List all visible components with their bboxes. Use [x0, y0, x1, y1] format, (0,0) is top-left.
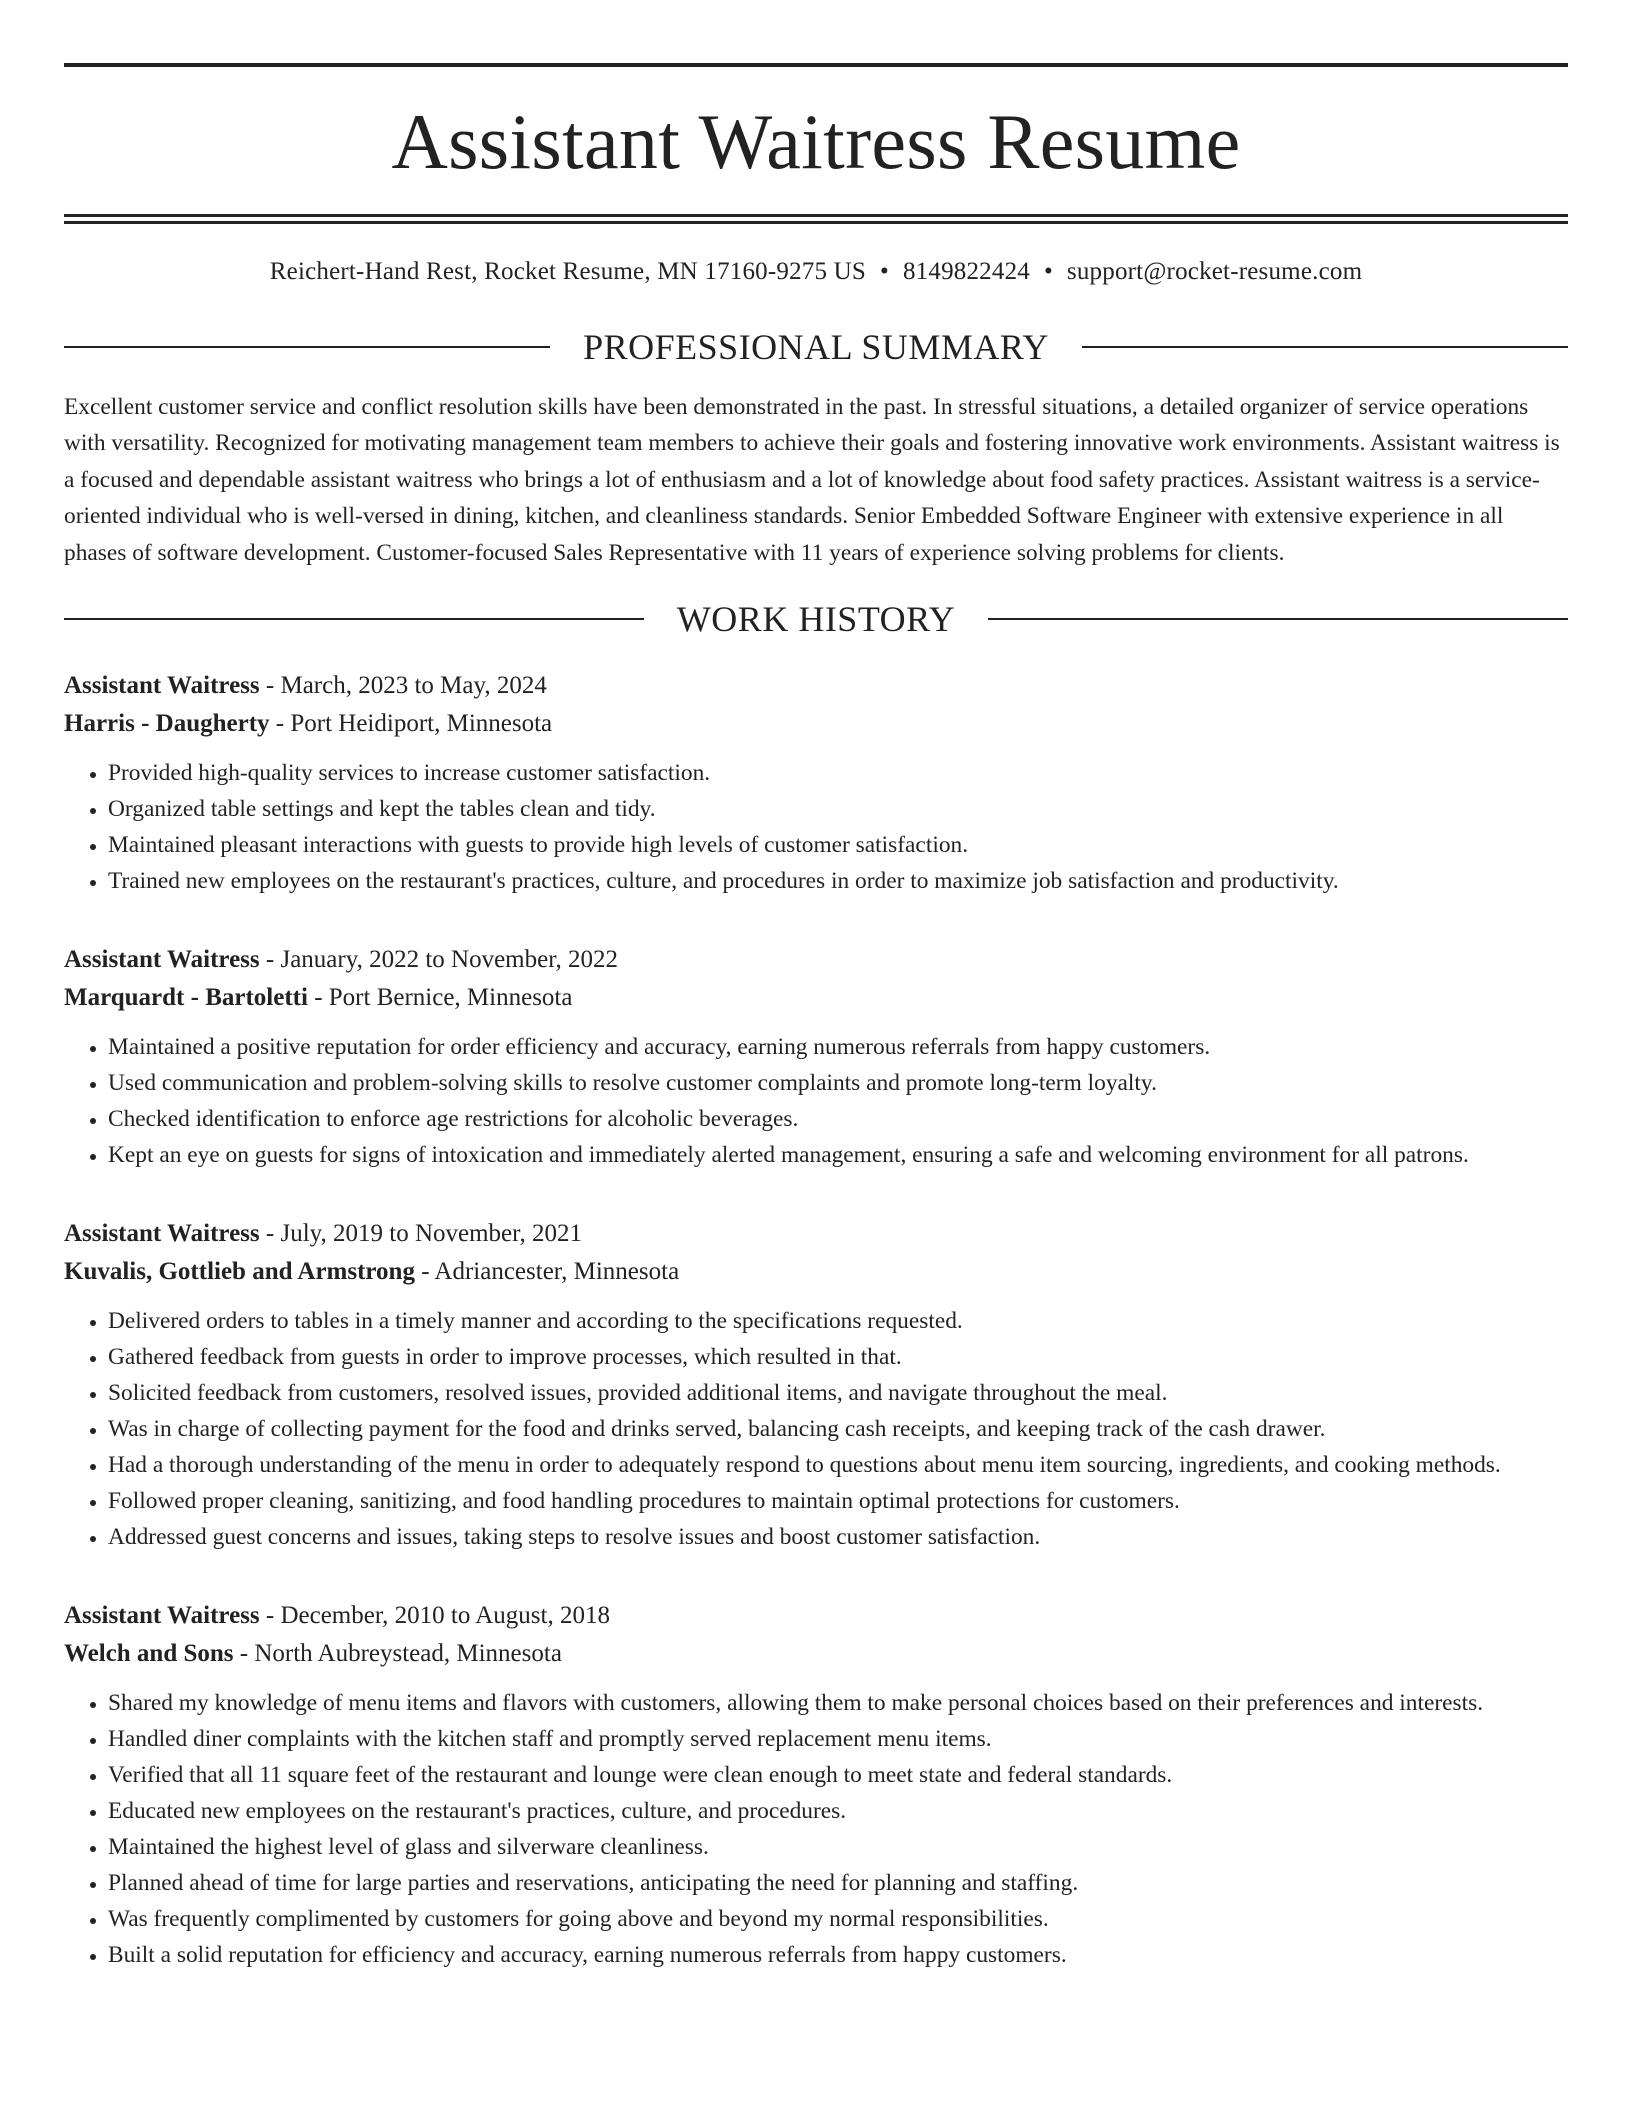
work-heading-row — [64, 599, 1568, 639]
heading-rule-left — [64, 618, 644, 620]
contact-phone[interactable]: 8149822424 — [902, 258, 1030, 285]
job-dates: - December, 2010 to August, 2018 — [259, 1602, 610, 1630]
job-bullet: • Verified that all 11 square feet of the restaurant and lounge were clean enough to meet state and federal standards. — [108, 1757, 1568, 1793]
job-bullet: • Delivered orders to tables in a timely manner and according to the specifications requested. — [108, 1303, 1568, 1339]
job-company-line — [64, 1253, 1568, 1291]
job-entry — [64, 667, 1568, 899]
job-company: Marquardt - Bartoletti — [64, 984, 308, 1012]
heading-rule-left — [64, 346, 550, 348]
heading-rule-right — [1082, 346, 1568, 348]
work-history-list — [64, 667, 1568, 1973]
job-company: Harris - Daugherty — [64, 710, 270, 738]
job-bullet: • Was in charge of collecting payment for the food and drinks served, balancing cash receipts, and keeping track of the cash drawer. — [108, 1411, 1568, 1447]
job-company: Welch and Sons — [64, 1640, 234, 1668]
job-company-line — [64, 1635, 1568, 1673]
job-bullet: • Built a solid reputation for efficiency and accuracy, earning numerous referrals from happy customers. — [108, 1937, 1568, 1973]
summary-heading: PROFESSIONAL SUMMARY — [583, 327, 1049, 367]
job-company: Kuvalis, Gottlieb and Armstrong — [64, 1258, 415, 1286]
job-bullet-list — [64, 1303, 1568, 1555]
summary-text: Excellent customer service and conflict resolution skills have been demonstrated in the past. In stressful situations, a detailed organizer of service operations with versatility. Recognized for motivating management team members to achieve their goals and fostering innovative work environments. Assistant waitress is a focused and dependable assistant waitress who brings a lot of enthusiasm and a lot of knowledge about food safety practices. Assistant waitress is a service-oriented individual who is well-versed in dining, kitchen, and cleanliness standards. Senior Embedded Software Engineer with extensive experience in all phases of software development. Customer-focused Sales Representative with 11 years of experience solving problems for clients. — [64, 394, 1560, 566]
job-dates: - January, 2022 to November, 2022 — [259, 946, 619, 974]
title-double-rule — [64, 214, 1568, 224]
job-title: Assistant Waitress — [64, 1220, 260, 1248]
resume-title: Assistant Waitress Resume — [391, 98, 1241, 185]
job-location: - Adriancester, Minnesota — [414, 1258, 680, 1286]
job-bullet-list — [64, 755, 1568, 899]
job-dates: - March, 2023 to May, 2024 — [259, 672, 547, 700]
job-location: - North Aubreystead, Minnesota — [233, 1640, 562, 1668]
contact-email[interactable]: support@rocket-resume.com — [1066, 258, 1363, 285]
job-title: Assistant Waitress — [64, 946, 260, 974]
job-entry — [64, 1215, 1568, 1555]
job-bullet-list — [64, 1029, 1568, 1173]
job-bullet: • Maintained a positive reputation for order efficiency and accuracy, earning numerous referrals from happy customers. — [108, 1029, 1568, 1065]
job-bullet: • Shared my knowledge of menu items and flavors with customers, allowing them to make personal choices based on their preferences and interests. — [108, 1685, 1568, 1721]
job-title-line — [64, 941, 1568, 979]
top-rule — [64, 63, 1568, 67]
job-bullet: • Gathered feedback from guests in order to improve processes, which resulted in that. — [108, 1339, 1568, 1375]
contact-separator: • — [1043, 258, 1053, 285]
contact-separator: • — [880, 258, 889, 285]
job-bullet: • Trained new employees on the restaurant's practices, culture, and procedures in order to maximize job satisfaction and productivity. — [108, 863, 1568, 899]
work-heading: WORK HISTORY — [676, 599, 956, 640]
job-bullet: • Provided high-quality services to increase customer satisfaction. — [108, 755, 1568, 791]
job-bullet: • Maintained pleasant interactions with guests to provide high levels of customer satisfaction. — [108, 827, 1568, 863]
contact-address: Reichert-Hand Rest, Rocket Resume, MN 17160-9275 US — [269, 258, 867, 285]
job-bullet: • Planned ahead of time for large parties and reservations, anticipating the need for planning and staffing. — [108, 1865, 1568, 1901]
job-company-line — [64, 979, 1568, 1017]
job-location: - Port Heidiport, Minnesota — [269, 710, 553, 738]
job-bullet: • Used communication and problem-solving skills to resolve customer complaints and promote long-term loyalty. — [108, 1065, 1568, 1101]
job-location: - Port Bernice, Minnesota — [307, 984, 573, 1012]
job-title: Assistant Waitress — [64, 1602, 260, 1630]
job-entry — [64, 941, 1568, 1173]
job-bullet: • Kept an eye on guests for signs of intoxication and immediately alerted management, ensuring a safe and welcoming environment for all patrons. — [108, 1137, 1568, 1173]
summary-heading-row — [64, 327, 1568, 367]
job-bullet: • Had a thorough understanding of the menu in order to adequately respond to questions about menu item sourcing, ingredients, and cooking methods. — [108, 1447, 1568, 1483]
job-entry — [64, 1597, 1568, 1973]
job-bullet: • Educated new employees on the restaurant's practices, culture, and procedures. — [108, 1793, 1568, 1829]
job-bullet: • Was frequently complimented by customers for going above and beyond my normal responsibilities. — [108, 1901, 1568, 1937]
job-title-line — [64, 1215, 1568, 1253]
job-bullet: • Solicited feedback from customers, resolved issues, provided additional items, and navigate throughout the meal. — [108, 1375, 1568, 1411]
job-title-line — [64, 1597, 1568, 1635]
job-bullet: • Checked identification to enforce age restrictions for alcoholic beverages. — [108, 1101, 1568, 1137]
heading-rule-right — [988, 618, 1568, 620]
job-bullet: • Handled diner complaints with the kitchen staff and promptly served replacement menu items. — [108, 1721, 1568, 1757]
contact-line — [64, 257, 1568, 287]
job-company-line — [64, 705, 1568, 743]
job-dates: - July, 2019 to November, 2021 — [259, 1220, 582, 1248]
job-bullet: • Maintained the highest level of glass and silverware cleanliness. — [108, 1829, 1568, 1865]
job-bullet: • Addressed guest concerns and issues, taking steps to resolve issues and boost customer satisfaction. — [108, 1519, 1568, 1555]
job-title: Assistant Waitress — [64, 672, 260, 700]
job-bullet: • Followed proper cleaning, sanitizing, and food handling procedures to maintain optimal protections for customers. — [108, 1483, 1568, 1519]
job-bullet: • Organized table settings and kept the tables clean and tidy. — [108, 791, 1568, 827]
job-bullet-list — [64, 1685, 1568, 1973]
job-title-line — [64, 667, 1568, 705]
